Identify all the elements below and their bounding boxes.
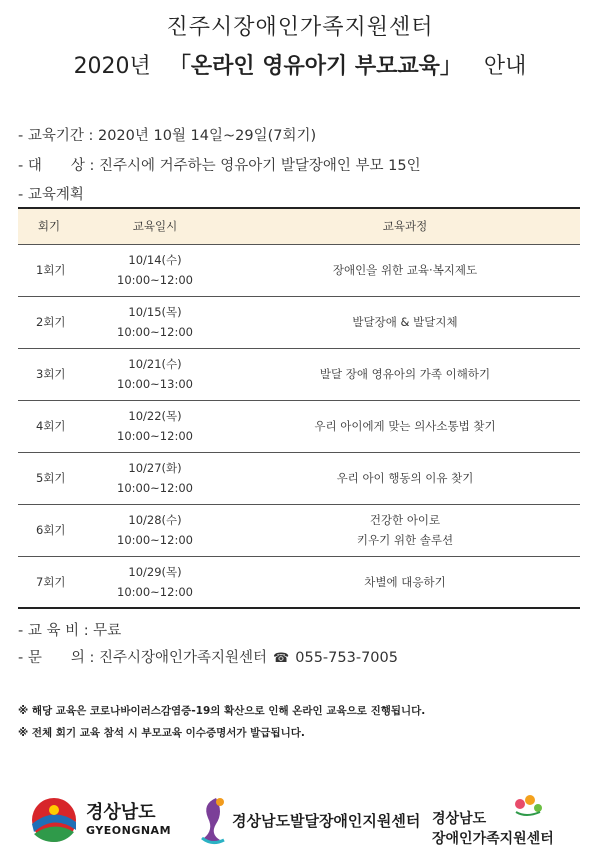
logo3-line2: 장애인가족지원센터 [432, 831, 554, 847]
cell-date: 10/14(수) [128, 253, 182, 267]
cell-date: 10/27(화) [128, 461, 182, 475]
header-round: 회기 [18, 208, 80, 244]
cell-course-line: 장애인을 위한 교육·복지제도 [332, 263, 478, 277]
cell-datetime [80, 556, 230, 608]
cell-round: 5회기 [18, 452, 80, 504]
cell-round: 1회기 [18, 244, 80, 296]
notes [18, 700, 425, 744]
cell-course [230, 296, 580, 348]
family-center-emblem-icon [506, 790, 546, 818]
schedule-table [18, 207, 580, 609]
info-contact [18, 646, 398, 667]
cell-datetime [80, 296, 230, 348]
cell-time: 10:00~12:00 [117, 273, 193, 287]
cell-time: 10:00~13:00 [117, 377, 193, 391]
family-center-logo [432, 790, 592, 848]
table-row [18, 348, 580, 400]
cell-datetime [80, 400, 230, 452]
cell-course [230, 452, 580, 504]
cell-course-line: 발달장애 & 발달지체 [352, 315, 458, 329]
note-item: ※ 전체 회기 교육 참석 시 부모교육 이수증명서가 발급됩니다. [18, 727, 305, 739]
title-year: 2020년 [73, 54, 151, 79]
title-program: 「온라인 영유아기 부모교육」 [168, 54, 462, 79]
logo3-line1: 경상남도 [432, 811, 487, 827]
cell-course [230, 504, 580, 556]
cell-datetime [80, 348, 230, 400]
phone-icon: ☎ [273, 651, 290, 666]
cell-time: 10:00~12:00 [117, 533, 193, 547]
info-period: - 교육기간 : 2020년 10월 14일~29일(7회기) [18, 128, 317, 144]
cell-date: 10/28(수) [128, 513, 182, 527]
logo2-text: 경상남도발달장애인지원센터 [232, 812, 421, 830]
document-header [0, 10, 600, 80]
cell-date: 10/21(수) [128, 357, 182, 371]
cell-course-line: 차별에 대응하기 [364, 574, 446, 589]
table-row [18, 400, 580, 452]
cell-time: 10:00~12:00 [117, 429, 193, 443]
gyeongnam-emblem-icon [28, 796, 80, 844]
development-center-logo [196, 794, 426, 846]
cell-time: 10:00~12:00 [117, 325, 193, 339]
title-guide: 안내 [483, 54, 527, 79]
development-center-emblem-icon [196, 794, 230, 846]
contact-label: - 문 의 : 진주시장애인가족지원센터 [18, 650, 268, 666]
cell-course [230, 348, 580, 400]
table-row [18, 556, 580, 608]
cell-datetime [80, 504, 230, 556]
cell-time: 10:00~12:00 [117, 481, 193, 495]
cell-course-line: 건강한 아이로 [369, 513, 441, 527]
main-title [0, 49, 600, 80]
table-row [18, 296, 580, 348]
cell-round: 6회기 [18, 504, 80, 556]
cell-course [230, 400, 580, 452]
info-plan: - 교육계획 [18, 187, 84, 203]
cell-datetime [80, 452, 230, 504]
cell-date: 10/15(목) [128, 305, 182, 319]
cell-course [230, 244, 580, 296]
cell-date: 10/22(목) [128, 409, 182, 423]
org-title: 진주시장애인가족지원센터 [166, 15, 434, 40]
table-row [18, 244, 580, 296]
table-row [18, 504, 580, 556]
cell-round: 4회기 [18, 400, 80, 452]
cell-course-line: 발달 장애 영유아의 가족 이해하기 [319, 367, 491, 381]
logo1-english: GYEONGNAM [86, 824, 172, 837]
cell-date: 10/29(목) [128, 564, 182, 579]
cell-round: 3회기 [18, 348, 80, 400]
cell-round: 2회기 [18, 296, 80, 348]
cell-course [230, 556, 580, 608]
contact-phone: 055-753-7005 [295, 650, 398, 666]
cell-course-line: 우리 아이에게 맞는 의사소통법 찾기 [314, 419, 496, 433]
gyeongnam-logo [28, 796, 178, 844]
header-course: 교육과정 [230, 208, 580, 244]
table-header-row [18, 208, 580, 244]
info-target: - 대 상 : 진주시에 거주하는 영유아기 발달장애인 부모 15인 [18, 158, 421, 174]
footer-logos [0, 790, 600, 850]
table-row [18, 452, 580, 504]
cell-course-line: 키우기 위한 솔루션 [356, 533, 454, 547]
cell-round: 7회기 [18, 556, 80, 608]
cell-course-line: 우리 아이 행동의 이유 찾기 [336, 471, 474, 485]
info-fee: - 교 육 비 : 무료 [18, 623, 122, 639]
header-date: 교육일시 [80, 208, 230, 244]
logo1-korean: 경상남도 [86, 802, 156, 823]
note-item: ※ 해당 교육은 코로나바이러스감염증-19의 확산으로 인해 온라인 교육으로 진행됩니다. [18, 705, 426, 717]
cell-time: 10:00~12:00 [117, 584, 193, 599]
cell-datetime [80, 244, 230, 296]
